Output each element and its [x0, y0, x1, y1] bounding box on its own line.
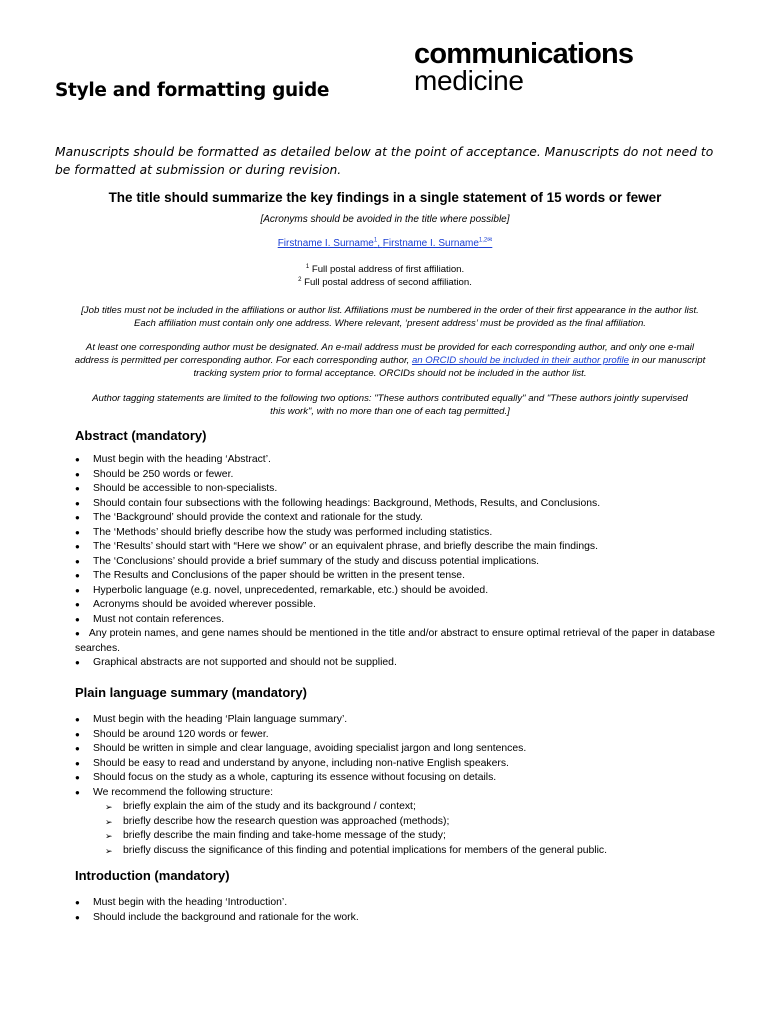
affiliation-note: [Job titles must not be included in the affiliations or author list. Affiliations must be numbered in the order of their first appearance in the author list. Each affiliation must contain only one address. Where relevant, ‘present address’ must be provided as the final affiliation.: [81, 305, 699, 329]
list-item: ● Acronyms should be avoided wherever possible.: [75, 598, 715, 613]
sub-list-item: ➢ briefly discuss the significance of this finding and potential implications for members of the general public.: [75, 844, 715, 859]
plain-language-summary-heading: Plain language summary (mandatory): [75, 685, 307, 700]
intro-paragraph: Manuscripts should be formatted as detailed below at the point of acceptance. Manuscripts do not need to be formatted at submission or during revision.: [55, 145, 714, 177]
list-item: ● Hyperbolic language (e.g. novel, unprecedented, remarkable, etc.) should be avoided.: [75, 584, 715, 599]
list-item: ● Graphical abstracts are not supported and should not be supplied.: [75, 656, 715, 671]
list-item: ● The ‘Conclusions’ should provide a brief summary of the study and discuss potential implications.: [75, 555, 715, 570]
list-item: ● Should be easy to read and understand by anyone, including non-native English speakers.: [75, 757, 715, 772]
list-item: ● Must begin with the heading ‘Introduction’.: [75, 896, 715, 911]
arrow-bullet-icon: ➢: [105, 816, 113, 827]
arrow-bullet-icon: ➢: [105, 802, 113, 812]
list-item: ● Should include the background and rationale for the work.: [75, 911, 715, 926]
abstract-heading: Abstract (mandatory): [75, 428, 207, 443]
list-item: ● The ‘Results’ should start with “Here we show” or an equivalent phrase, and briefly describe the main findings.: [75, 540, 715, 555]
list-item: ● The Results and Conclusions of the paper should be written in the present tense.: [75, 569, 715, 584]
author-link[interactable]: Firstname I. Surname$^1$, Firstname I. Surname$^{1,2✉}$: [277, 237, 493, 249]
list-item: ● The ‘Background’ should provide the context and rationale for the study.: [75, 511, 715, 526]
sub-list-item: ➢ briefly describe how the research question was approached (methods);: [75, 815, 715, 830]
list-item: ● Must not contain references.: [75, 613, 715, 628]
affiliation-2: $^2$ Full postal address of second affiliation.: [298, 276, 472, 288]
corresponding-author-note: At least one corresponding author must be designated. An e-mail address must be provided for each corresponding author, and only one e-mail address is permitted per corresponding author. For each corresponding author, an ORCID should be included in their author profile in our manuscript tracking system prior to formal acceptance. ORCIDs should not be included in the author list.: [74, 342, 706, 379]
list-item: ● Should be accessible to non-specialists.: [75, 482, 715, 497]
author-list: [0, 238, 770, 249]
list-item: ● Should be around 120 words or fewer.: [75, 728, 715, 743]
abstract-list: [75, 453, 715, 671]
arrow-bullet-icon: ➢: [105, 845, 113, 856]
introduction-heading: Introduction (mandatory): [75, 868, 230, 883]
orcid-link[interactable]: an ORCID should be included in their author profile: [411, 355, 630, 366]
manuscript-title: The title should summarize the key findings in a single statement of 15 words or fewer: [108, 190, 662, 205]
brand-logo-line1: communications: [414, 38, 634, 70]
list-item: ● Any protein names, and gene names should be mentioned in the title and/or abstract to ensure optimal retrieval of the paper in database searches.: [75, 627, 715, 656]
sub-list-item: ➢ briefly explain the aim of the study and its background / context;: [75, 800, 715, 815]
list-item: ● We recommend the following structure:: [75, 786, 715, 801]
arrow-bullet-icon: ➢: [105, 831, 113, 841]
sub-list-item: ➢ briefly describe the main finding and take-home message of the study;: [75, 829, 715, 844]
affiliation-1: $^1$ Full postal address of first affiliation.: [305, 263, 465, 275]
list-item: ● Should be written in simple and clear language, avoiding specialist jargon and long sentences.: [75, 742, 715, 757]
list-item: ● Should contain four subsections with the following headings: Background, Methods, Results, and Conclusions.: [75, 497, 715, 512]
list-item: ● Should focus on the study as a whole, capturing its essence without focusing on details.: [75, 771, 715, 786]
list-item: ● Must begin with the heading ‘Abstract’.: [75, 453, 715, 468]
author-tagging-note: Author tagging statements are limited to the following two options: "These authors contributed equally" and "These authors jointly supervised this work", with no more than one of each tag permitted.]: [92, 393, 688, 417]
brand-logo: [414, 40, 633, 95]
list-item: ● Should be 250 words or fewer.: [75, 468, 715, 483]
structure-sublist: [75, 800, 715, 858]
plain-language-summary-list: [75, 713, 715, 800]
page-title: Style and formatting guide: [55, 80, 330, 101]
list-item: ● Must begin with the heading ‘Plain language summary’.: [75, 713, 715, 728]
brand-logo-line2: medicine: [414, 65, 524, 96]
introduction-list: [75, 896, 715, 925]
acronyms-note: [Acronyms should be avoided in the title where possible]: [260, 214, 510, 225]
list-item: ● The ‘Methods’ should briefly describe how the study was performed including statistics.: [75, 526, 715, 541]
